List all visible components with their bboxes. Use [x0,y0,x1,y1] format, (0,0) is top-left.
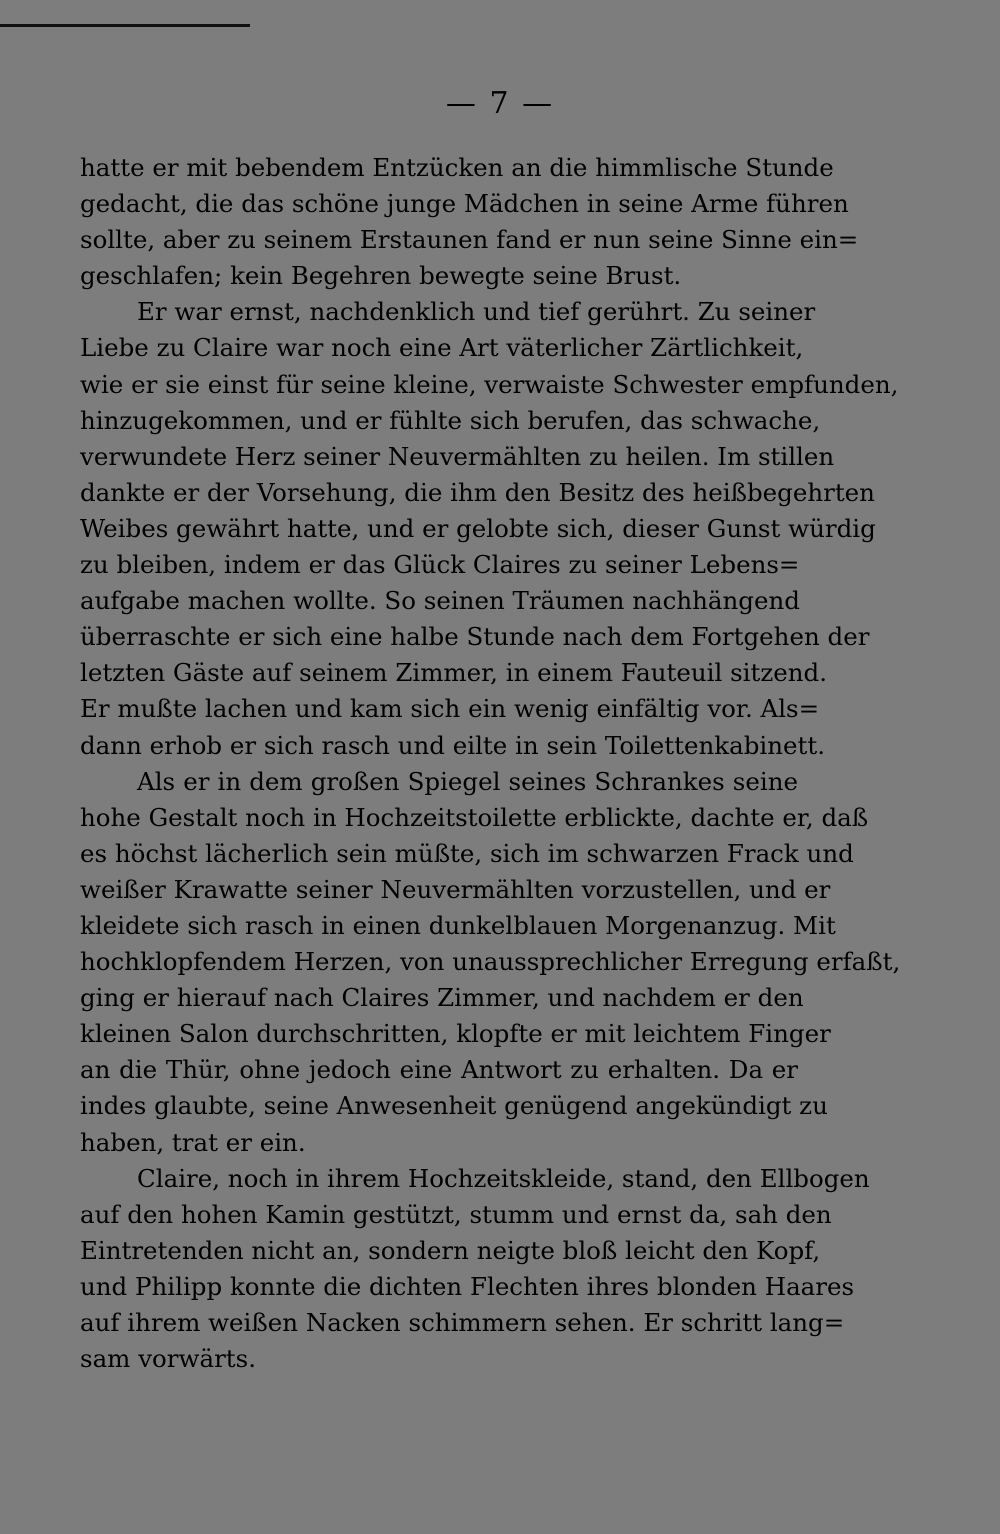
text-line: auf den hohen Kamin gestützt, stumm und ernst da, sah den [80,1199,832,1229]
text-line: kleinen Salon durchschritten, klopfte er mit leichtem Finger [80,1019,831,1049]
text-line: hohe Gestalt noch in Hochzeitstoilette erblickte, dachte er, daß [80,802,869,832]
text-line: hinzugekommen, und er fühlte sich berufen, das schwache, [80,405,821,435]
text-line: Claire, noch in ihrem Hochzeitskleide, stand, den Ellbogen [137,1163,870,1193]
text-line: dankte er der Vorsehung, die ihm den Besitz des heißbegehrten [80,477,875,507]
text-line: Liebe zu Claire war noch eine Art väterlicher Zärtlichkeit, [80,333,804,363]
scan-edge-rule [0,24,250,27]
text-line: verwundete Herz seiner Neuvermählten zu heilen. Im stillen [80,441,835,471]
text-line: ging er hierauf nach Claires Zimmer, und nachdem er den [80,983,804,1013]
text-line: Er mußte lachen und kam sich ein wenig einfältig vor. Als= [80,694,820,724]
text-line: aufgabe machen wollte. So seinen Träumen nachhängend [80,586,800,616]
text-line: wie er sie einst für seine kleine, verwaiste Schwester empfunden, [80,369,899,399]
text-line: zu bleiben, indem er das Glück Claires zu seiner Lebens= [80,550,800,580]
text-line: indes glaubte, seine Anwesenheit genügend angekündigt zu [80,1091,828,1121]
body-text [80,150,901,1377]
text-line: überraschte er sich eine halbe Stunde nach dem Fortgehen der [80,622,870,652]
text-line: letzten Gäste auf seinem Zimmer, in einem Fauteuil sitzend. [80,658,827,688]
text-line: es höchst lächerlich sein müßte, sich im schwarzen Frack und [80,838,854,868]
text-line: Weibes gewährt hatte, und er gelobte sich, dieser Gunst würdig [80,513,876,543]
text-line: Als er in dem großen Spiegel seines Schrankes seine [137,766,798,796]
text-line: auf ihrem weißen Nacken schimmern sehen. Er schritt lang= [80,1308,845,1337]
text-line: kleidete sich rasch in einen dunkelblauen Morgenanzug. Mit [80,910,836,940]
text-line: hochklopfendem Herzen, von unaussprechlicher Erregung erfaßt, [80,947,901,977]
text-line: geschlafen; kein Begehren bewegte seine Brust. [80,261,682,291]
text-line: haben, trat er ein. [80,1127,306,1157]
text-line: dann erhob er sich rasch und eilte in sein Toilettenkabinett. [80,730,825,760]
page-number: — 7 — [445,86,555,121]
text-line: gedacht, die das schöne junge Mädchen in seine Arme führen [80,189,849,219]
text-line: sollte, aber zu seinem Erstaunen fand er nun seine Sinne ein= [80,225,859,255]
text-line: hatte er mit bebendem Entzücken an die himmlische Stunde [80,153,834,182]
text-line: und Philipp konnte die dichten Flechten ihres blonden Haares [80,1271,855,1301]
text-line: sam vorwärts. [80,1344,256,1374]
text-line: Er war ernst, nachdenklich und tief gerührt. Zu seiner [137,297,816,327]
text-line: weißer Krawatte seiner Neuvermählten vorzustellen, und er [80,874,831,904]
text-line: Eintretenden nicht an, sondern neigte bloß leicht den Kopf, [80,1235,821,1265]
text-line: an die Thür, ohne jedoch eine Antwort zu erhalten. Da er [80,1055,798,1085]
